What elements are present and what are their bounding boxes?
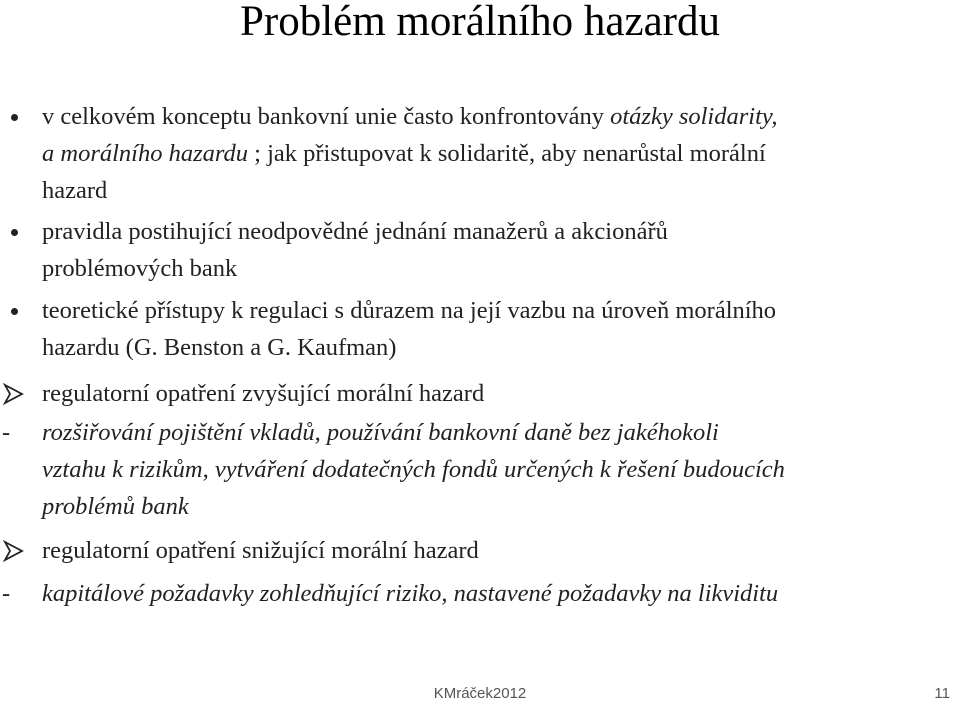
arrow-item-text: regulatorní opatření snižující morální hazard — [42, 537, 479, 564]
dash-line: problémů bank — [42, 493, 189, 520]
dash-item: - kapitálové požadavky zohledňující riziko, nastavené požadavky na likviditu — [42, 575, 957, 612]
bullet-item — [42, 292, 957, 366]
bullet-dot-icon — [11, 114, 18, 121]
bullet-line: v celkovém konceptu bankovní unie často konfrontovány otázky solidarity, — [42, 103, 778, 130]
bullet-line: hazardu (G. Benston a G. Kaufman) — [42, 334, 397, 361]
bullet-dot-icon — [11, 229, 18, 236]
bullet-line: pravidla postihující neodpovědné jednání manažerů a akcionářů — [42, 218, 668, 245]
arrow-item-text: regulatorní opatření zvyšující morální hazard — [42, 380, 485, 407]
arrow-item — [42, 532, 957, 569]
bullet-line: a morálního hazardu ; jak přistupovat k solidaritě, aby nenarůstal morální — [42, 140, 766, 167]
arrow-right-icon — [2, 383, 24, 405]
dash-line: kapitálové požadavky zohledňující riziko, nastavené požadavky na likviditu — [42, 580, 779, 607]
bullet-dot-icon — [11, 308, 18, 315]
bullet-item — [42, 98, 957, 209]
page-number: 11 — [934, 685, 950, 702]
arrow-item — [42, 375, 957, 412]
dash-line: vztahu k rizikům, vytváření dodatečných fondů určených k řešení budoucích — [42, 456, 785, 483]
bullet-line: teoretické přístupy k regulaci s důrazem na její vazbu na úroveň morálního — [42, 297, 777, 324]
bullet-item — [42, 213, 957, 287]
page-title: Problém morálního hazardu — [239, 0, 721, 45]
arrow-right-icon — [2, 540, 24, 562]
bullet-line: hazard — [42, 177, 108, 204]
dash-line: rozšiřování pojištění vkladů, používání bankovní daně bez jakéhokoli — [42, 419, 719, 446]
bullet-line: problémových bank — [42, 255, 238, 282]
dash-item: - rozšiřování pojištění vkladů, používání bankovní daně bez jakéhokoli vztahu k rizikům, vytváření dodatečných fondů určených k řešení budoucích problémů bank — [42, 414, 957, 525]
footer-author: KMráček2012 — [433, 685, 527, 702]
